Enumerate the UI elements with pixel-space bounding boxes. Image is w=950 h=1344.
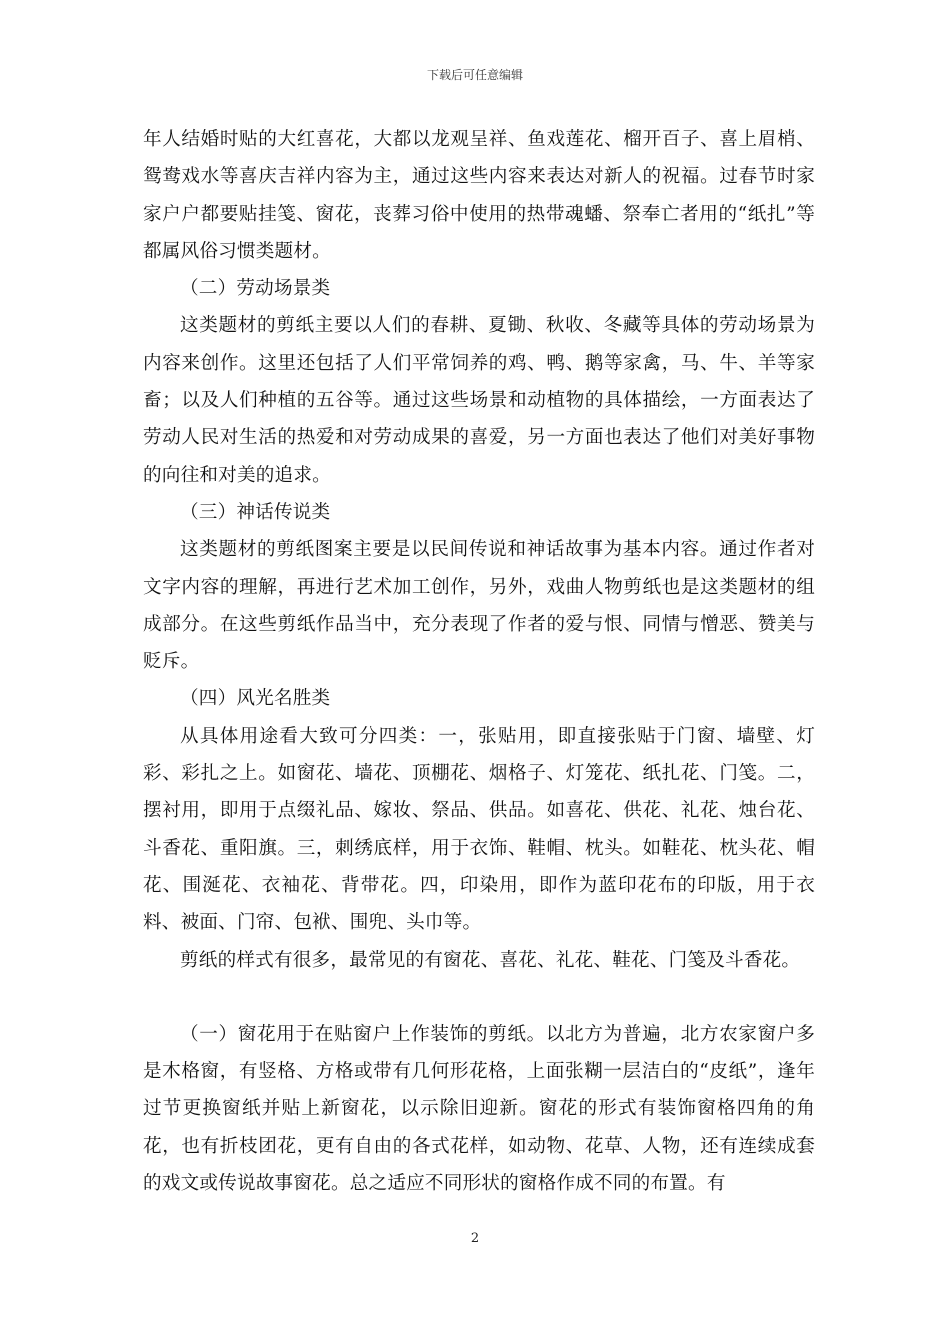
paragraph: 剪纸的样式有很多，最常见的有窗花、喜花、礼花、鞋花、门笺及斗香花。 <box>180 949 801 971</box>
paragraph: （一）窗花用于在贴窗户上作装饰的剪纸。以北方为普遍，北方农家窗户多是木格窗，有竖格、方格或带有几何形花格，上面张糊一层洁白的“皮纸”，逢年过节更换窗纸并贴上新窗花，以示除旧迎新。窗花的形式有装饰窗格四角的角花，也有折枝团花，更有自由的各式花样，如动物、花草、人物，还有连续成套的戏文或传说故事窗花。总之适应不同形状的窗格作成不同的布置。有 <box>143 1023 815 1195</box>
section-heading: （二）劳动场景类 <box>180 278 331 300</box>
section-heading: （四）风光名胜类 <box>180 688 331 710</box>
section-heading: （三）神话传说类 <box>180 501 331 523</box>
page-number: 2 <box>470 1231 480 1246</box>
paragraph: 这类题材的剪纸图案主要是以民间传说和神话故事为基本内容。通过作者对文字内容的理解，再进行艺术加工创作，另外，戏曲人物剪纸也是这类题材的组成部分。在这些剪纸作品当中，充分表现了作者的爱与恨、同情与憎恶、赞美与贬斥。 <box>143 539 815 673</box>
paragraph: 从具体用途看大致可分四类：一，张贴用，即直接张贴于门窗、墙壁、灯彩、彩扎之上。如窗花、墙花、顶棚花、烟格子、灯笼花、纸扎花、门笺。二，摆衬用，即用于点缀礼品、嫁妆、祭品、供品。如喜花、供花、礼花、烛台花、斗香花、重阳旗。三，刺绣底样，用于衣饰、鞋帽、枕头。如鞋花、枕头花、帽花、围涎花、衣袖花、背带花。四，印染用，即作为蓝印花布的印版，用于衣料、被面、门帘、包袱、围兜、头巾等。 <box>143 725 815 934</box>
paragraph: 这类题材的剪纸主要以人们的春耕、夏锄、秋收、冬藏等具体的劳动场景为内容来创作。这里还包括了人们平常饲养的鸡、鸭、鹅等家禽，马、牛、羊等家畜；以及人们种植的五谷等。通过这些场景和动植物的具体描绘，一方面表达了劳动人民对生活的热爱和对劳动成果的喜爱，另一方面也表达了他们对美好事物的向往和对美的追求。 <box>143 315 815 486</box>
paragraph-continued: 年人结婚时贴的大红喜花，大都以龙观呈祥、鱼戏莲花、榴开百子、喜上眉梢、鸳鸯戏水等喜庆吉祥内容为主，通过这些内容来表达对新人的祝福。过春节时家家户户都要贴挂笺、窗花，丧葬习俗中使用的热带魂蟠、祭奉亡者用的“纸扎”等都属风俗习惯类题材。 <box>143 129 815 262</box>
document-body <box>143 121 815 1202</box>
page-header: 下载后可任意编辑 <box>426 68 523 82</box>
